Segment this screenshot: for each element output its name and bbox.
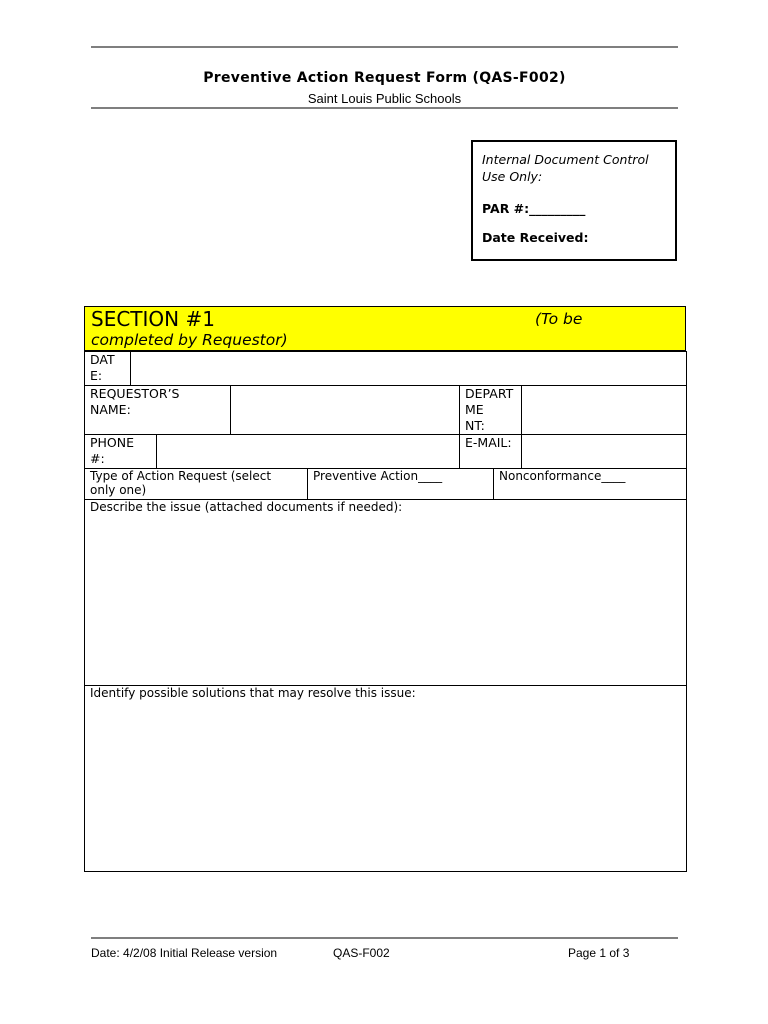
nonconformance-option[interactable]: Nonconformance____ — [494, 469, 687, 500]
footer-form-code: QAS-F002 — [333, 946, 390, 960]
par-number-field[interactable]: PAR #:_________ — [482, 201, 586, 216]
department-input[interactable] — [522, 386, 687, 435]
section-note-part1: (To be — [535, 310, 583, 328]
phone-input[interactable] — [157, 435, 460, 469]
header-rule — [91, 107, 678, 109]
action-type-label: Type of Action Request (select only one) — [85, 469, 308, 500]
describe-issue-field[interactable] — [85, 500, 687, 686]
page-subtitle: Saint Louis Public Schools — [307, 91, 462, 106]
date-received-field[interactable]: Date Received: — [482, 230, 589, 245]
phone-label: PHONE #: — [85, 435, 157, 469]
section-note-part2: completed by Requestor) — [91, 331, 288, 349]
preventive-action-option[interactable]: Preventive Action____ — [308, 469, 494, 500]
solutions-label: Identify possible solutions that may resolve this issue: — [90, 686, 416, 700]
department-label: DEPARTME NT: — [460, 386, 522, 435]
email-input[interactable] — [522, 435, 687, 469]
date-label: DAT E: — [85, 352, 131, 386]
document-control-box — [471, 140, 677, 261]
email-label: E-MAIL: — [460, 435, 522, 469]
describe-issue-label: Describe the issue (attached documents if needed): — [90, 500, 403, 514]
control-box-line1: Internal Document Control — [482, 152, 649, 167]
requestor-name-label: REQUESTOR’S NAME: — [85, 386, 231, 435]
top-rule — [91, 46, 678, 48]
requestor-name-input[interactable] — [231, 386, 460, 435]
page-title: Preventive Action Request Form (QAS-F002) — [203, 70, 566, 86]
solutions-field[interactable] — [85, 686, 687, 872]
footer-page-number: Page 1 of 3 — [568, 946, 630, 960]
section-title: SECTION #1 — [91, 307, 215, 331]
form-table — [84, 351, 687, 872]
control-box-line2: Use Only: — [482, 169, 543, 184]
footer-rule — [91, 937, 678, 939]
date-input[interactable] — [131, 352, 687, 386]
request-form — [84, 306, 686, 872]
section-header — [84, 306, 686, 351]
footer-date-version: Date: 4/2/08 Initial Release version — [91, 946, 278, 960]
